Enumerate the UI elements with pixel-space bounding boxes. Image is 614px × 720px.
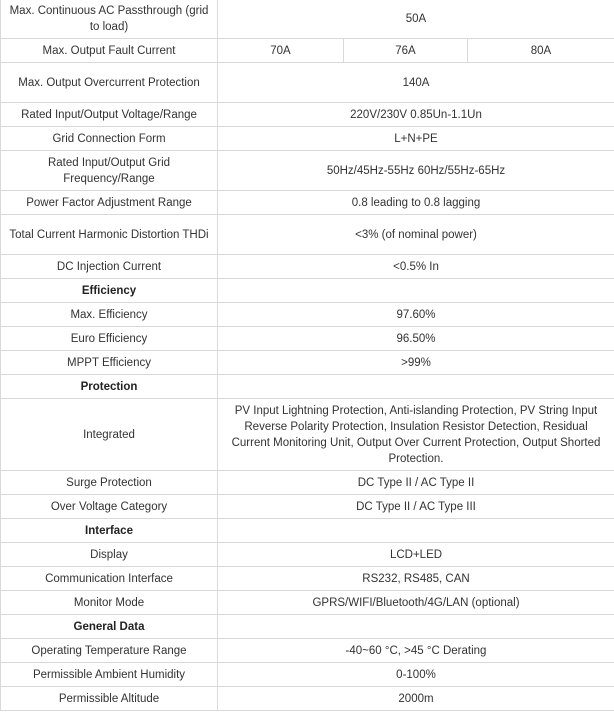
spec-value: DC Type II / AC Type III [218, 495, 614, 519]
spec-value: GPRS/WIFI/Bluetooth/4G/LAN (optional) [218, 591, 614, 615]
section-empty-cell [218, 279, 614, 303]
section-empty-cell [218, 615, 614, 639]
spec-value: <0.5% In [218, 255, 614, 279]
spec-value-cell: 70A [218, 39, 344, 63]
spec-table-body [1, 0, 614, 711]
spec-label: DC Injection Current [1, 255, 218, 279]
table-row [1, 127, 614, 151]
spec-label: Max. Efficiency [1, 303, 218, 327]
spec-value: DC Type II / AC Type II [218, 471, 614, 495]
spec-value: PV Input Lightning Protection, Anti-islanding Protection, PV String Input Reverse Polarity Protection, Insulation Resistor Detection, Residual Current Monitoring Unit, Output Over Current Protection, Output Shorted Protection. [218, 399, 614, 471]
spec-label: Surge Protection [1, 471, 218, 495]
table-row [1, 63, 614, 103]
spec-label: Max. Output Fault Current [1, 39, 218, 63]
spec-label: Rated Input/Output Voltage/Range [1, 103, 218, 127]
spec-value: 220V/230V 0.85Un-1.1Un [218, 103, 614, 127]
table-row [1, 39, 614, 63]
table-row [1, 567, 614, 591]
spec-value: 0-100% [218, 663, 614, 687]
spec-label: Rated Input/Output Grid Frequency/Range [1, 151, 218, 191]
spec-value: RS232, RS485, CAN [218, 567, 614, 591]
section-title: Efficiency [1, 279, 218, 303]
spec-label: Permissible Altitude [1, 687, 218, 711]
table-row [1, 495, 614, 519]
spec-label: Total Current Harmonic Distortion THDi [1, 215, 218, 255]
table-row [1, 151, 614, 191]
section-header-row [1, 615, 614, 639]
section-title: Protection [1, 375, 218, 399]
table-row [1, 303, 614, 327]
spec-value: LCD+LED [218, 543, 614, 567]
table-row [1, 399, 614, 471]
spec-label: Over Voltage Category [1, 495, 218, 519]
table-row [1, 471, 614, 495]
table-row [1, 215, 614, 255]
spec-value: 0.8 leading to 0.8 lagging [218, 191, 614, 215]
section-empty-cell [218, 375, 614, 399]
spec-value: L+N+PE [218, 127, 614, 151]
spec-value: 2000m [218, 687, 614, 711]
table-row [1, 639, 614, 663]
spec-value: 140A [218, 63, 614, 103]
spec-value-cell: 80A [468, 39, 614, 63]
section-empty-cell [218, 519, 614, 543]
spec-value: 97.60% [218, 303, 614, 327]
spec-value: 50A [218, 0, 614, 39]
table-row [1, 327, 614, 351]
section-title: General Data [1, 615, 218, 639]
section-header-row [1, 375, 614, 399]
spec-label: Operating Temperature Range [1, 639, 218, 663]
spec-value: 50Hz/45Hz-55Hz 60Hz/55Hz-65Hz [218, 151, 614, 191]
table-row [1, 255, 614, 279]
spec-label: Max. Output Overcurrent Protection [1, 63, 218, 103]
spec-label: MPPT Efficiency [1, 351, 218, 375]
table-row [1, 191, 614, 215]
spec-label: Integrated [1, 399, 218, 471]
table-row [1, 0, 614, 39]
spec-label: Grid Connection Form [1, 127, 218, 151]
spec-label: Communication Interface [1, 567, 218, 591]
spec-value: -40~60 °C, >45 °C Derating [218, 639, 614, 663]
spec-label: Display [1, 543, 218, 567]
spec-label: Power Factor Adjustment Range [1, 191, 218, 215]
spec-value: <3% (of nominal power) [218, 215, 614, 255]
spec-label: Euro Efficiency [1, 327, 218, 351]
spec-label: Max. Continuous AC Passthrough (grid to load) [1, 0, 218, 39]
section-title: Interface [1, 519, 218, 543]
spec-label: Permissible Ambient Humidity [1, 663, 218, 687]
table-row [1, 687, 614, 711]
table-row [1, 351, 614, 375]
spec-value-cell: 76A [344, 39, 468, 63]
spec-value: 96.50% [218, 327, 614, 351]
table-row [1, 591, 614, 615]
spec-value: >99% [218, 351, 614, 375]
table-row [1, 663, 614, 687]
spec-label: Monitor Mode [1, 591, 218, 615]
section-header-row [1, 519, 614, 543]
table-row [1, 103, 614, 127]
table-row [1, 543, 614, 567]
section-header-row [1, 279, 614, 303]
